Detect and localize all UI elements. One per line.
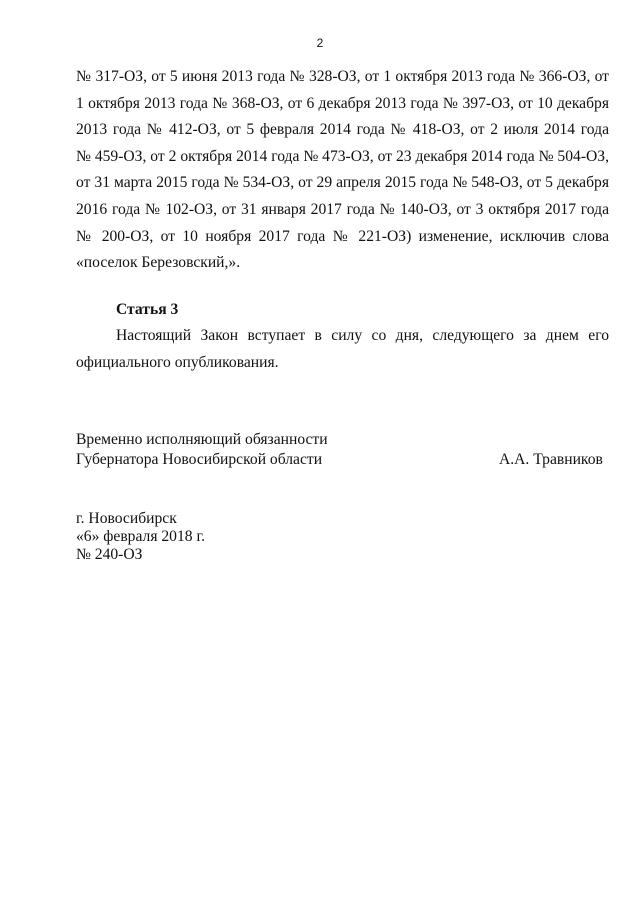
paragraph-line: «поселок Березовский,».	[76, 254, 241, 272]
signature-block	[76, 430, 609, 470]
paragraph-line: № 459-ОЗ, от 2 октября 2014 года № 473-ОЗ, от 23 декабря 2014 года № 504-ОЗ,	[76, 147, 609, 165]
paragraph-line: № 317-ОЗ, от 5 июня 2013 года № 328-ОЗ, от 1 октября 2013 года № 366-ОЗ, от	[76, 68, 609, 85]
law-number: № 240-ОЗ	[76, 546, 143, 563]
law-date: «6» февраля 2018 г.	[76, 528, 206, 545]
city: г. Новосибирск	[76, 510, 177, 527]
signer-position-line2: Губернатора Новосибирской области	[76, 451, 323, 468]
paragraph-line: Настоящий Закон вступает в силу со дня, следующего за днем его	[116, 327, 609, 344]
paragraph-line: 2016 года № 102-ОЗ, от 31 января 2017 года № 140-ОЗ, от 3 октября 2017 года	[76, 200, 609, 218]
paragraph-line: 2013 года № 412-ОЗ, от 5 февраля 2014 года № 418-ОЗ, от 2 июля 2014 года	[76, 121, 609, 139]
article-paragraph	[76, 323, 609, 376]
amendment-paragraph	[76, 64, 609, 277]
paragraph-line: официального опубликования.	[76, 353, 279, 371]
place-date-block	[76, 510, 205, 564]
signer-name: А.А. Травников	[499, 451, 603, 468]
paragraph-line: 1 октября 2013 года № 368-ОЗ, от 6 декабря 2013 года № 397-ОЗ, от 10 декабря	[76, 94, 609, 112]
paragraph-line: № 200-ОЗ, от 10 ноября 2017 года № 221-ОЗ) изменение, исключив слова	[76, 227, 609, 245]
article-heading: Статья 3	[116, 301, 179, 318]
page-number: 2	[316, 36, 324, 50]
paragraph-line: от 31 марта 2015 года № 534-ОЗ, от 29 апреля 2015 года № 548-ОЗ, от 5 декабря	[76, 174, 609, 192]
signer-position-line1: Временно исполняющий обязанности	[76, 431, 328, 448]
